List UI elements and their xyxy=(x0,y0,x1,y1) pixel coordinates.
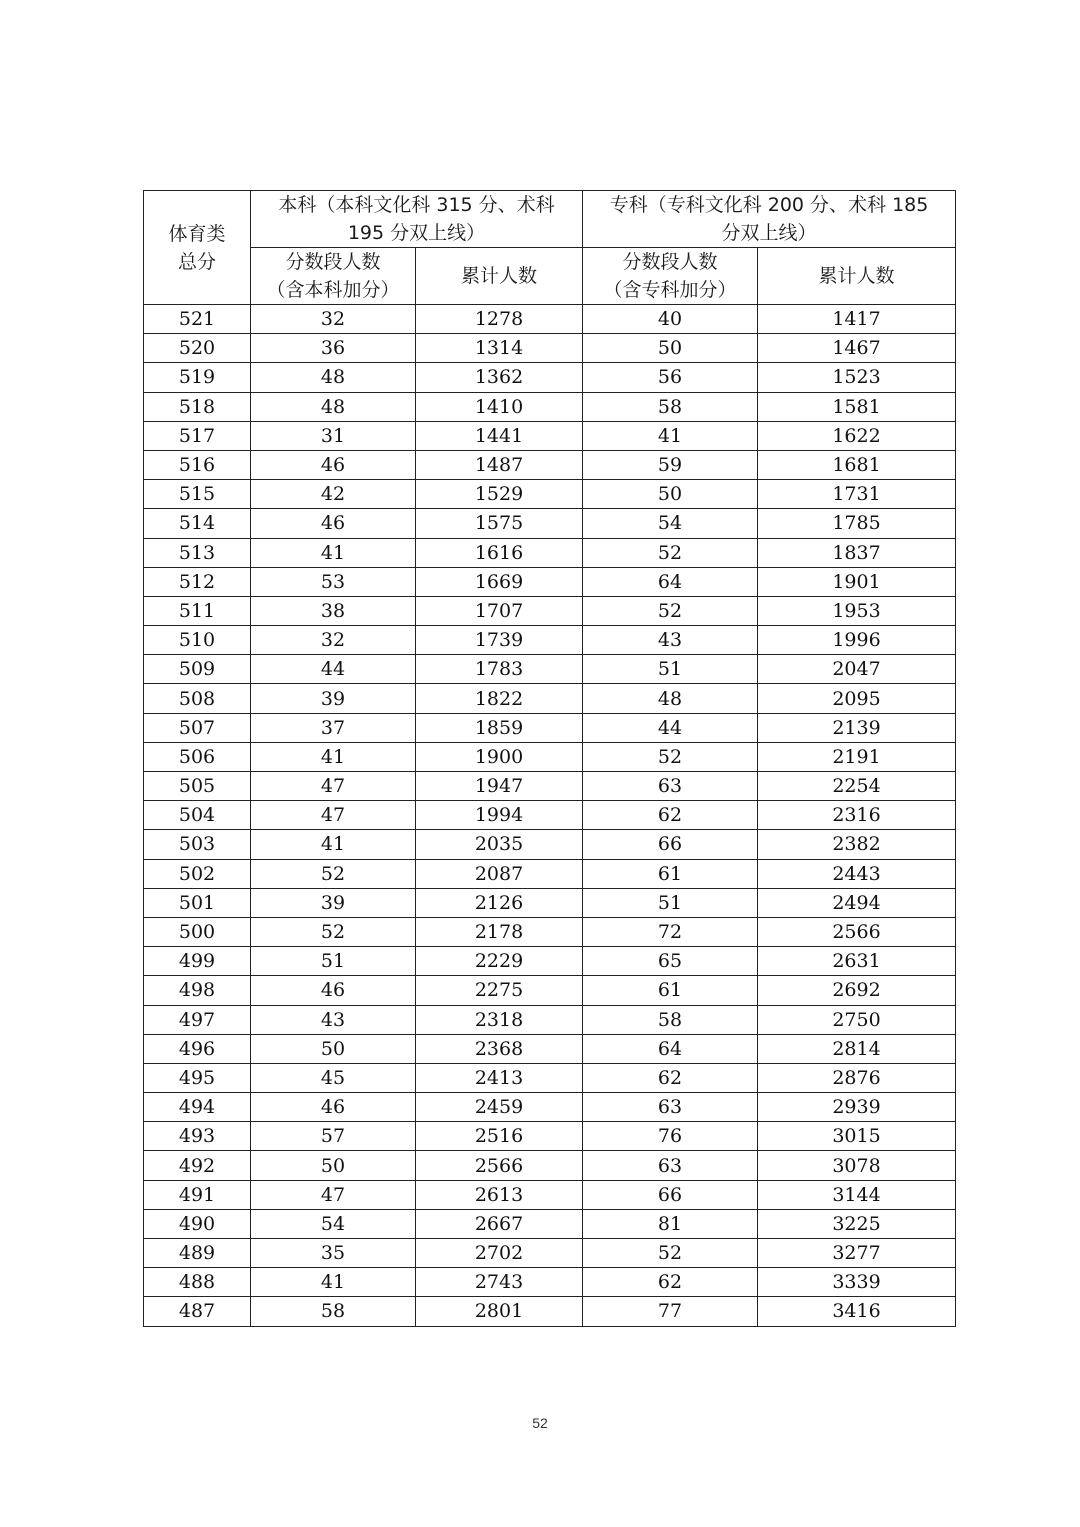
junior-segment-cell: 62 xyxy=(583,1063,758,1092)
score-cell: 509 xyxy=(144,655,251,684)
table-row xyxy=(144,509,956,538)
bachelor-cumulative-cell: 2702 xyxy=(416,1239,583,1268)
score-cell: 515 xyxy=(144,480,251,509)
score-cell: 496 xyxy=(144,1034,251,1063)
table-row xyxy=(144,1151,956,1180)
junior-cumulative-cell: 3416 xyxy=(758,1297,956,1326)
bachelor-segment-cell: 52 xyxy=(251,859,416,888)
table-row xyxy=(144,1005,956,1034)
junior-cumulative-cell: 2095 xyxy=(758,684,956,713)
table-row xyxy=(144,830,956,859)
bachelor-cumulative-cell: 1529 xyxy=(416,480,583,509)
junior-segment-cell: 48 xyxy=(583,684,758,713)
junior-group-header: 专科（专科文化科 200 分、术科 185 分双上线） xyxy=(583,191,956,248)
score-cell: 488 xyxy=(144,1268,251,1297)
junior-cumulative-cell: 3339 xyxy=(758,1268,956,1297)
junior-segment-cell: 50 xyxy=(583,480,758,509)
score-cell: 503 xyxy=(144,830,251,859)
junior-cumulative-cell: 2443 xyxy=(758,859,956,888)
bachelor-cumulative-cell: 1362 xyxy=(416,363,583,392)
junior-segment-cell: 62 xyxy=(583,1268,758,1297)
bachelor-segment-cell: 47 xyxy=(251,801,416,830)
junior-cumulative-cell: 2814 xyxy=(758,1034,956,1063)
bachelor-cumulative-cell: 1575 xyxy=(416,509,583,538)
junior-cumulative-cell: 3225 xyxy=(758,1209,956,1238)
bachelor-cumulative-cell: 1669 xyxy=(416,567,583,596)
junior-cumulative-cell: 1785 xyxy=(758,509,956,538)
bachelor-cumulative-cell: 2035 xyxy=(416,830,583,859)
bachelor-segment-cell: 52 xyxy=(251,917,416,946)
junior-cumulative-cell: 3015 xyxy=(758,1122,956,1151)
score-cell: 517 xyxy=(144,421,251,450)
junior-segment-cell: 52 xyxy=(583,1239,758,1268)
bachelor-segment-cell: 41 xyxy=(251,1268,416,1297)
bachelor-segment-cell: 38 xyxy=(251,596,416,625)
score-cell: 516 xyxy=(144,450,251,479)
score-cell: 508 xyxy=(144,684,251,713)
junior-segment-cell: 61 xyxy=(583,859,758,888)
score-cell: 520 xyxy=(144,334,251,363)
junior-segment-cell: 63 xyxy=(583,772,758,801)
junior-cumulative-cell: 2939 xyxy=(758,1093,956,1122)
score-cell: 506 xyxy=(144,742,251,771)
bachelor-segment-cell: 51 xyxy=(251,947,416,976)
score-cell: 513 xyxy=(144,538,251,567)
bachelor-segment-cell: 46 xyxy=(251,976,416,1005)
score-cell: 518 xyxy=(144,392,251,421)
bachelor-cumulative-cell: 2368 xyxy=(416,1034,583,1063)
junior-segment-cell: 40 xyxy=(583,305,758,334)
score-cell: 492 xyxy=(144,1151,251,1180)
score-cell: 498 xyxy=(144,976,251,1005)
score-cell: 505 xyxy=(144,772,251,801)
junior-segment-cell: 51 xyxy=(583,888,758,917)
table-row xyxy=(144,363,956,392)
table-row xyxy=(144,1122,956,1151)
bachelor-segment-cell: 53 xyxy=(251,567,416,596)
bachelor-segment-cell: 58 xyxy=(251,1297,416,1326)
table-row xyxy=(144,1034,956,1063)
junior-cumulative-cell: 1417 xyxy=(758,305,956,334)
bachelor-segment-cell: 44 xyxy=(251,655,416,684)
score-cell: 507 xyxy=(144,713,251,742)
table-row xyxy=(144,480,956,509)
junior-segment-cell: 72 xyxy=(583,917,758,946)
bachelor-segment-cell: 42 xyxy=(251,480,416,509)
table-row xyxy=(144,742,956,771)
bachelor-segment-cell: 32 xyxy=(251,305,416,334)
table-row xyxy=(144,976,956,1005)
bachelor-cumulative-cell: 2459 xyxy=(416,1093,583,1122)
table-row xyxy=(144,859,956,888)
junior-segment-cell: 77 xyxy=(583,1297,758,1326)
table-row xyxy=(144,1268,956,1297)
table-body xyxy=(144,305,956,1327)
bachelor-segment-cell: 31 xyxy=(251,421,416,450)
bachelor-cumulative-cell: 1707 xyxy=(416,596,583,625)
bachelor-segment-cell: 41 xyxy=(251,742,416,771)
page-number: 52 xyxy=(532,1415,548,1431)
bachelor-segment-cell: 48 xyxy=(251,363,416,392)
junior-cumulative-cell: 2316 xyxy=(758,801,956,830)
table-row xyxy=(144,888,956,917)
table-row xyxy=(144,1297,956,1326)
score-cell: 514 xyxy=(144,509,251,538)
score-cell: 491 xyxy=(144,1180,251,1209)
junior-segment-cell: 58 xyxy=(583,392,758,421)
bachelor-cumulative-cell: 1616 xyxy=(416,538,583,567)
score-cell: 493 xyxy=(144,1122,251,1151)
bachelor-cumulative-cell: 2413 xyxy=(416,1063,583,1092)
junior-cumulative-cell: 2191 xyxy=(758,742,956,771)
bachelor-cumulative-cell: 2516 xyxy=(416,1122,583,1151)
bachelor-segment-cell: 39 xyxy=(251,888,416,917)
table-row xyxy=(144,1180,956,1209)
bachelor-cumulative-header: 累计人数 xyxy=(416,248,583,305)
score-cell: 519 xyxy=(144,363,251,392)
score-cell: 495 xyxy=(144,1063,251,1092)
junior-cumulative-cell: 2139 xyxy=(758,713,956,742)
bachelor-segment-cell: 46 xyxy=(251,450,416,479)
table-row xyxy=(144,947,956,976)
bachelor-segment-cell: 46 xyxy=(251,509,416,538)
junior-segment-cell: 54 xyxy=(583,509,758,538)
table-row xyxy=(144,1239,956,1268)
junior-segment-cell: 51 xyxy=(583,655,758,684)
score-cell: 501 xyxy=(144,888,251,917)
junior-cumulative-cell: 3277 xyxy=(758,1239,956,1268)
junior-segment-cell: 43 xyxy=(583,626,758,655)
score-cell: 494 xyxy=(144,1093,251,1122)
table-row xyxy=(144,1093,956,1122)
bachelor-segment-cell: 54 xyxy=(251,1209,416,1238)
bachelor-segment-cell: 41 xyxy=(251,830,416,859)
bachelor-cumulative-cell: 1994 xyxy=(416,801,583,830)
junior-cumulative-cell: 1581 xyxy=(758,392,956,421)
table-row xyxy=(144,305,956,334)
score-cell: 511 xyxy=(144,596,251,625)
table-row xyxy=(144,450,956,479)
table-row xyxy=(144,392,956,421)
junior-cumulative-cell: 1901 xyxy=(758,567,956,596)
junior-cumulative-cell: 2382 xyxy=(758,830,956,859)
bachelor-cumulative-cell: 2743 xyxy=(416,1268,583,1297)
bachelor-cumulative-cell: 2126 xyxy=(416,888,583,917)
junior-segment-cell: 41 xyxy=(583,421,758,450)
bachelor-cumulative-cell: 2275 xyxy=(416,976,583,1005)
table-row xyxy=(144,567,956,596)
bachelor-cumulative-cell: 1739 xyxy=(416,626,583,655)
junior-cumulative-cell: 2254 xyxy=(758,772,956,801)
bachelor-cumulative-cell: 2667 xyxy=(416,1209,583,1238)
bachelor-segment-cell: 50 xyxy=(251,1034,416,1063)
junior-cumulative-cell: 1731 xyxy=(758,480,956,509)
junior-segment-cell: 76 xyxy=(583,1122,758,1151)
junior-segment-cell: 66 xyxy=(583,1180,758,1209)
bachelor-segment-cell: 36 xyxy=(251,334,416,363)
bachelor-segment-cell: 57 xyxy=(251,1122,416,1151)
junior-cumulative-cell: 2631 xyxy=(758,947,956,976)
junior-segment-cell: 62 xyxy=(583,801,758,830)
table-row xyxy=(144,596,956,625)
bachelor-group-header: 本科（本科文化科 315 分、术科 195 分双上线） xyxy=(251,191,583,248)
junior-cumulative-cell: 1523 xyxy=(758,363,956,392)
junior-cumulative-cell: 1467 xyxy=(758,334,956,363)
score-cell: 510 xyxy=(144,626,251,655)
score-cell: 489 xyxy=(144,1239,251,1268)
bachelor-cumulative-cell: 2613 xyxy=(416,1180,583,1209)
table-row xyxy=(144,421,956,450)
bachelor-segment-cell: 46 xyxy=(251,1093,416,1122)
bachelor-cumulative-cell: 2229 xyxy=(416,947,583,976)
junior-segment-cell: 63 xyxy=(583,1151,758,1180)
bachelor-cumulative-cell: 2087 xyxy=(416,859,583,888)
score-cell: 512 xyxy=(144,567,251,596)
junior-segment-cell: 52 xyxy=(583,742,758,771)
table-row xyxy=(144,772,956,801)
bachelor-cumulative-cell: 2178 xyxy=(416,917,583,946)
junior-cumulative-cell: 2692 xyxy=(758,976,956,1005)
junior-cumulative-cell: 1622 xyxy=(758,421,956,450)
junior-segment-cell: 64 xyxy=(583,1034,758,1063)
junior-segment-cell: 63 xyxy=(583,1093,758,1122)
table-row xyxy=(144,917,956,946)
bachelor-segment-cell: 35 xyxy=(251,1239,416,1268)
bachelor-cumulative-cell: 1822 xyxy=(416,684,583,713)
table-row xyxy=(144,1209,956,1238)
table-row xyxy=(144,713,956,742)
junior-segment-header: 分数段人数 （含专科加分） xyxy=(583,248,758,305)
table-row xyxy=(144,334,956,363)
bachelor-segment-cell: 47 xyxy=(251,1180,416,1209)
bachelor-segment-cell: 48 xyxy=(251,392,416,421)
score-cell: 502 xyxy=(144,859,251,888)
bachelor-cumulative-cell: 2801 xyxy=(416,1297,583,1326)
bachelor-segment-cell: 47 xyxy=(251,772,416,801)
score-cell: 500 xyxy=(144,917,251,946)
junior-segment-cell: 50 xyxy=(583,334,758,363)
score-cell: 490 xyxy=(144,1209,251,1238)
junior-segment-cell: 56 xyxy=(583,363,758,392)
bachelor-cumulative-cell: 1900 xyxy=(416,742,583,771)
bachelor-cumulative-cell: 1859 xyxy=(416,713,583,742)
junior-segment-cell: 66 xyxy=(583,830,758,859)
junior-cumulative-cell: 1953 xyxy=(758,596,956,625)
junior-cumulative-cell: 2750 xyxy=(758,1005,956,1034)
junior-cumulative-cell: 3078 xyxy=(758,1151,956,1180)
table-row xyxy=(144,684,956,713)
junior-cumulative-cell: 2876 xyxy=(758,1063,956,1092)
junior-cumulative-cell: 3144 xyxy=(758,1180,956,1209)
bachelor-segment-cell: 32 xyxy=(251,626,416,655)
junior-segment-cell: 64 xyxy=(583,567,758,596)
bachelor-cumulative-cell: 1783 xyxy=(416,655,583,684)
junior-cumulative-cell: 1681 xyxy=(758,450,956,479)
bachelor-segment-cell: 43 xyxy=(251,1005,416,1034)
bachelor-segment-header: 分数段人数 （含本科加分） xyxy=(251,248,416,305)
bachelor-segment-cell: 45 xyxy=(251,1063,416,1092)
junior-cumulative-cell: 2566 xyxy=(758,917,956,946)
junior-segment-cell: 52 xyxy=(583,596,758,625)
bachelor-cumulative-cell: 2566 xyxy=(416,1151,583,1180)
bachelor-cumulative-cell: 1947 xyxy=(416,772,583,801)
junior-segment-cell: 44 xyxy=(583,713,758,742)
junior-cumulative-cell: 1837 xyxy=(758,538,956,567)
junior-segment-cell: 61 xyxy=(583,976,758,1005)
bachelor-cumulative-cell: 1487 xyxy=(416,450,583,479)
score-cell: 521 xyxy=(144,305,251,334)
score-cell: 504 xyxy=(144,801,251,830)
junior-segment-cell: 65 xyxy=(583,947,758,976)
bachelor-segment-cell: 37 xyxy=(251,713,416,742)
table-row xyxy=(144,655,956,684)
junior-cumulative-header: 累计人数 xyxy=(758,248,956,305)
junior-segment-cell: 52 xyxy=(583,538,758,567)
bachelor-cumulative-cell: 1278 xyxy=(416,305,583,334)
junior-cumulative-cell: 2047 xyxy=(758,655,956,684)
bachelor-cumulative-cell: 2318 xyxy=(416,1005,583,1034)
score-cell: 487 xyxy=(144,1297,251,1326)
bachelor-segment-cell: 50 xyxy=(251,1151,416,1180)
bachelor-cumulative-cell: 1314 xyxy=(416,334,583,363)
junior-segment-cell: 59 xyxy=(583,450,758,479)
junior-segment-cell: 81 xyxy=(583,1209,758,1238)
table-row xyxy=(144,801,956,830)
score-cell: 497 xyxy=(144,1005,251,1034)
score-distribution-table xyxy=(143,190,956,1327)
table-row xyxy=(144,626,956,655)
junior-cumulative-cell: 2494 xyxy=(758,888,956,917)
bachelor-segment-cell: 41 xyxy=(251,538,416,567)
score-cell: 499 xyxy=(144,947,251,976)
junior-segment-cell: 58 xyxy=(583,1005,758,1034)
bachelor-segment-cell: 39 xyxy=(251,684,416,713)
score-column-header: 体育类 总分 xyxy=(144,191,251,305)
table-row xyxy=(144,538,956,567)
bachelor-cumulative-cell: 1410 xyxy=(416,392,583,421)
junior-cumulative-cell: 1996 xyxy=(758,626,956,655)
table-row xyxy=(144,1063,956,1092)
bachelor-cumulative-cell: 1441 xyxy=(416,421,583,450)
